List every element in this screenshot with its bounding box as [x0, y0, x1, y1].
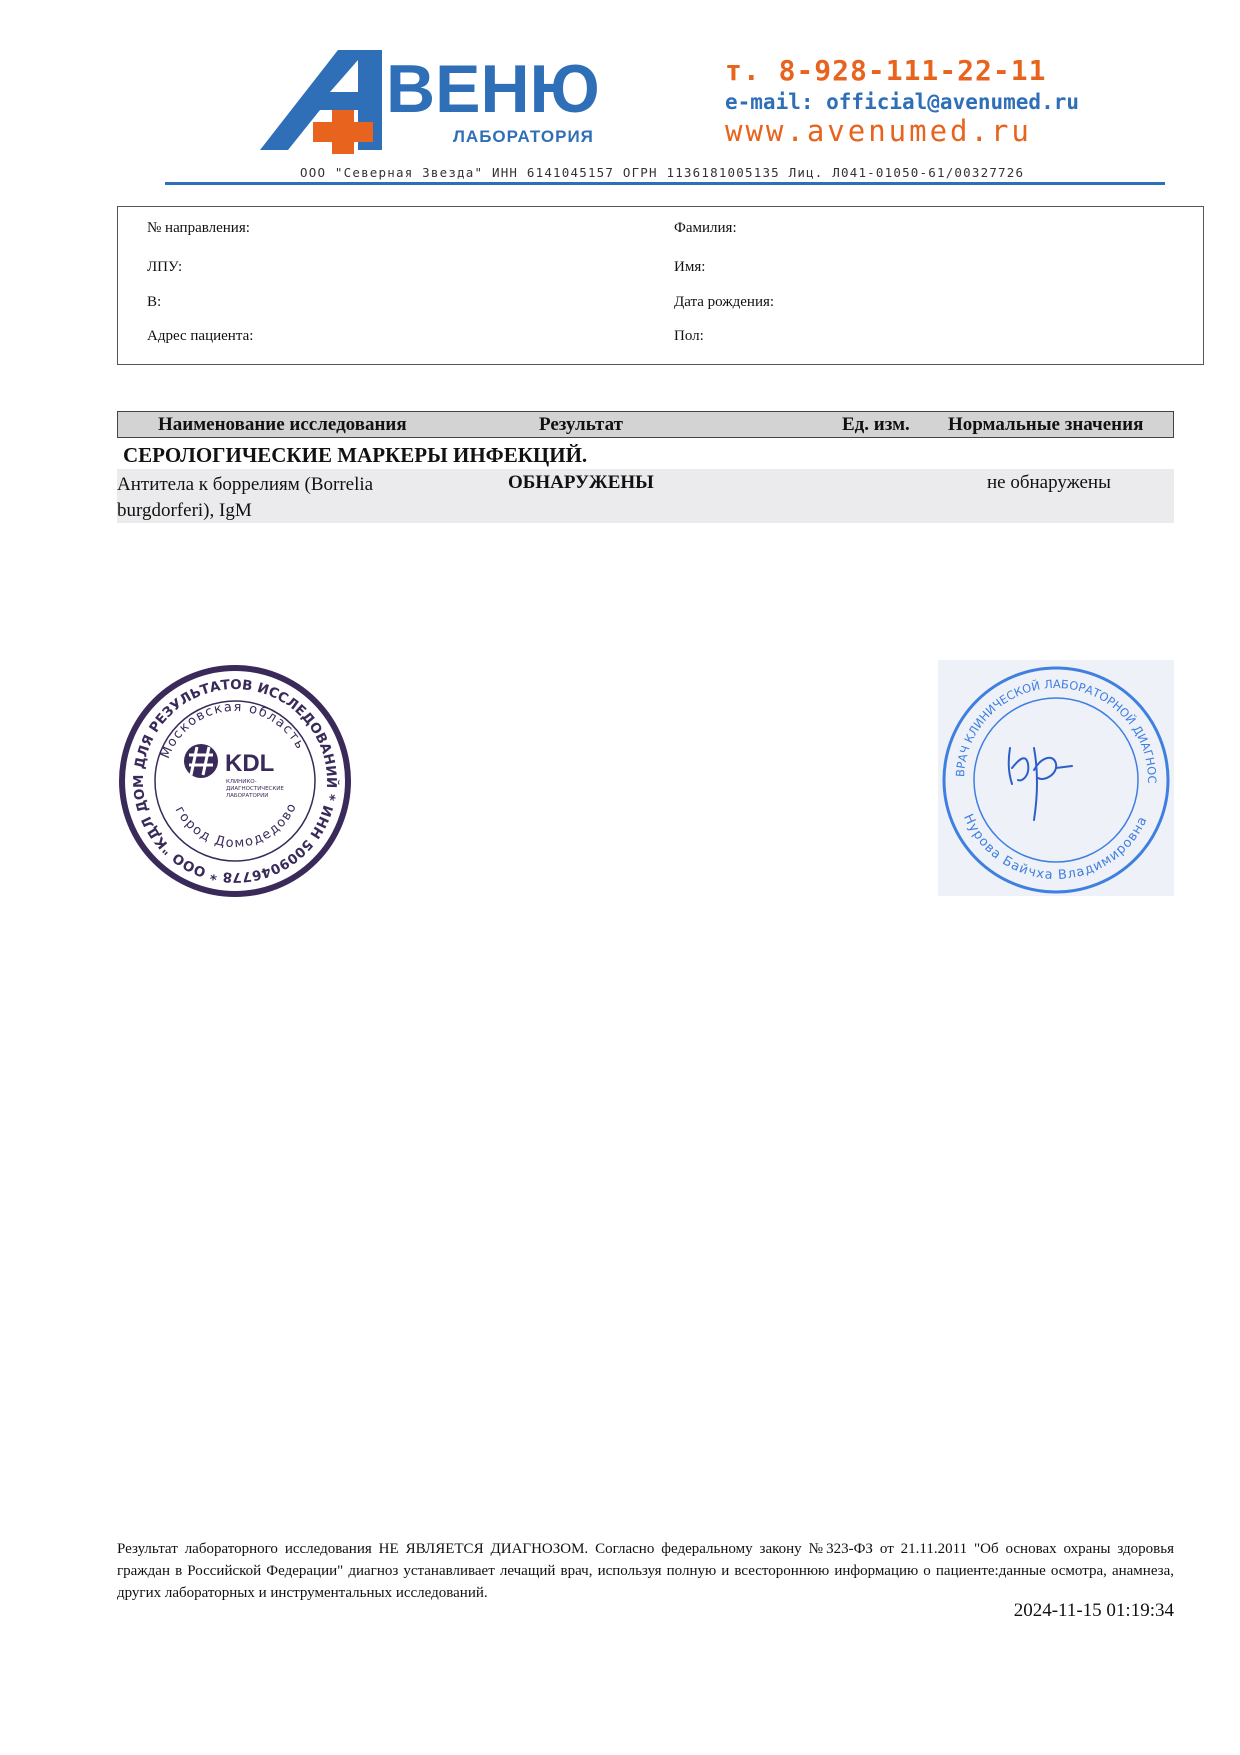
- name-label: Имя:: [674, 259, 706, 275]
- svg-text:Нурова Байчха Владимировна: [960, 812, 1151, 883]
- column-header-test-name: Наименование исследования: [158, 414, 407, 435]
- brand-name: ВЕНЮ: [386, 51, 600, 127]
- v-label: В:: [147, 294, 162, 310]
- column-header-normal-values: Нормальные значения: [948, 414, 1144, 435]
- doctor-stamp: [938, 660, 1174, 896]
- email-address: e-mail: official@avenumed.ru: [725, 90, 1080, 114]
- referral-label: № направления:: [147, 220, 250, 236]
- surname-label: Фамилия:: [674, 220, 737, 236]
- dob-label: Дата рождения:: [674, 294, 775, 310]
- avenu-logo: [260, 50, 700, 165]
- results-table-header: [117, 411, 1174, 438]
- letterhead: [165, 40, 1165, 190]
- test-name-line: burgdorferi), IgM: [117, 500, 252, 521]
- kdl-city-text: город Домодедово: [171, 800, 301, 852]
- column-header-result: Результат: [539, 414, 623, 435]
- doctor-title-text: ВРАЧ КЛИНИЧЕСКОЙ ЛАБОРАТОРНОЙ ДИАГНОС: [952, 676, 1160, 784]
- section-title: СЕРОЛОГИЧЕСКИЕ МАРКЕРЫ ИНФЕКЦИЙ.: [123, 443, 588, 467]
- website-url: www.avenumed.ru: [725, 114, 1032, 148]
- disclaimer-text: Результат лабораторного исследования НЕ ЯВЛЯЕТСЯ ДИАГНОЗОМ. Согласно федеральному закону №323-ФЗ от 21.11.2011 "Об основах охраны здоровья граждан в Российской Федерации" диагноз устанавливает лечащий врач, используя полную и всестороннюю информацию о пациенте:данные осмотра, анамнеза, других лабораторных и инструментальных исследований.: [117, 1541, 1174, 1601]
- kdl-logo-text: KDL: [225, 750, 275, 777]
- company-details: ООО "Северная Звезда" ИНН 6141045157 ОГРН 1136181005135 Лиц. Л041-01050-61/00327726: [300, 165, 1025, 180]
- svg-text:ВРАЧ КЛИНИЧЕСКОЙ ЛАБОРАТОРНОЙ: [938, 660, 1159, 784]
- column-header-unit: Ед. изм.: [842, 414, 910, 435]
- kdl-outer-text: ДЛЯ РЕЗУЛЬТАТОВ ИССЛЕДОВАНИЙ * ИНН 5009046778 * ООО "КДЛ ДОМ: [130, 676, 340, 886]
- phone-number: т. 8-928-111-22-11: [725, 54, 1047, 87]
- kdl-region-text: Московская область: [158, 699, 308, 761]
- svg-text:город Домодедово: [172, 800, 301, 851]
- test-name-line: Антитела к боррелиям (Borrelia: [117, 474, 374, 495]
- table-row: [117, 469, 1174, 523]
- sex-label: Пол:: [674, 328, 704, 344]
- kdl-stamp-graphic: [117, 665, 353, 897]
- header-divider: [165, 182, 1165, 185]
- address-label: Адрес пациента:: [147, 328, 254, 344]
- kdl-stamp: [117, 665, 353, 897]
- doctor-stamp-graphic: [938, 660, 1174, 896]
- test-name-cell: [117, 472, 373, 524]
- doctor-name-text: Нурова Байчха Владимировна: [960, 811, 1151, 884]
- signature: [1009, 748, 1072, 820]
- report-timestamp: 2024-11-15 01:19:34: [1013, 1600, 1174, 1621]
- kdl-logo-sub: ЛАБОРАТОРИИ: [226, 793, 269, 799]
- brand-subtitle: ЛАБОРАТОРИЯ: [453, 127, 594, 146]
- kdl-logo-sub: ДИАГНОСТИЧЕСКИЕ: [226, 786, 284, 792]
- patient-info-box: [117, 206, 1204, 365]
- result-value: ОБНАРУЖЕНЫ: [508, 472, 654, 493]
- kdl-logo-sub: КЛИНИКО-: [226, 779, 257, 785]
- kdl-logo-icon: [184, 744, 218, 778]
- normal-value: не обнаружены: [987, 472, 1111, 493]
- lpu-label: ЛПУ:: [147, 259, 183, 275]
